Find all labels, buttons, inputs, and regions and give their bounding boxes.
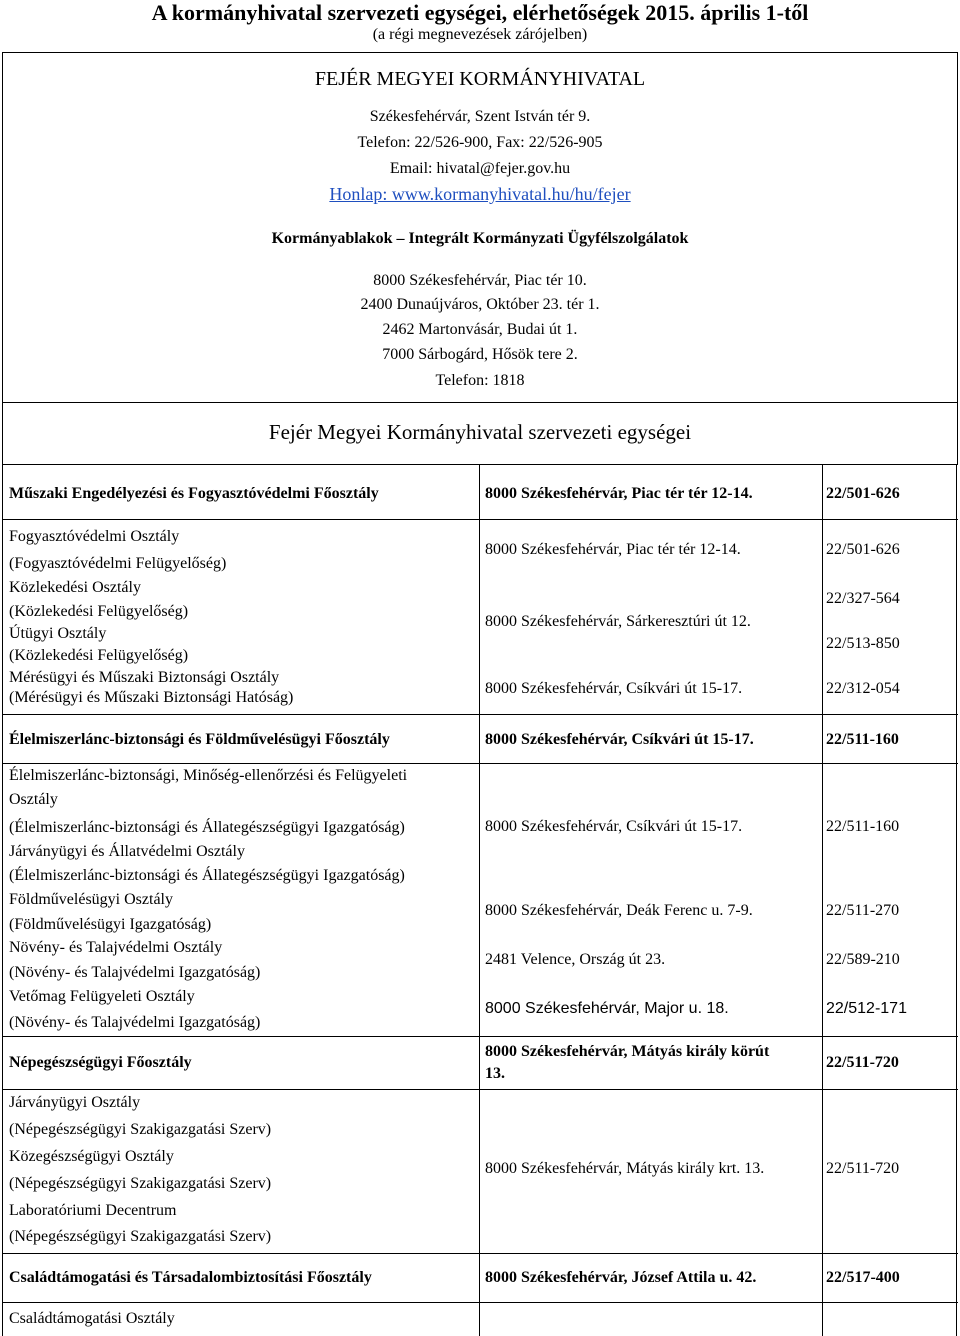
government-windows-heading: Kormányablakok – Integrált Kormányzati Ügyfélszolgálatok xyxy=(271,230,689,247)
unit-name: Növény- és Talajvédelmi Osztály xyxy=(9,939,223,956)
unit-name: Osztály xyxy=(9,791,58,808)
row-divider xyxy=(2,1089,958,1090)
unit-name: Útügyi Osztály xyxy=(9,625,107,642)
unit-address: 8000 Székesfehérvár, Deák Ferenc u. 7-9. xyxy=(485,902,753,919)
window-phone: Telefon: 1818 xyxy=(435,372,525,389)
unit-address: 8000 Székesfehérvár, Csíkvári út 15-17. xyxy=(485,818,743,835)
unit-name: Mérésügyi és Műszaki Biztonsági Osztály xyxy=(9,669,280,686)
unit-name: Laboratóriumi Decentrum xyxy=(9,1202,177,1219)
unit-name: Fogyasztóvédelmi Osztály xyxy=(9,528,180,545)
unit-name: Élelmiszerlánc-biztonsági, Minőség-ellenőrzési és Felügyeleti xyxy=(9,767,408,784)
agency-website-link[interactable]: Honlap: www.kormanyhivatal.hu/hu/fejer xyxy=(329,184,631,204)
window-address-3: 2462 Martonvásár, Budai út 1. xyxy=(382,321,578,338)
row-divider xyxy=(2,1302,958,1303)
unit-name: Vetőmag Felügyeleti Osztály xyxy=(9,988,195,1005)
department-address: 8000 Székesfehérvár, Mátyás király körút xyxy=(485,1043,770,1060)
unit-name: Családtámogatási Osztály xyxy=(9,1310,175,1327)
unit-old-name: (Népegészségügyi Szakigazgatási Szerv) xyxy=(9,1228,272,1245)
unit-phone: 22/511-160 xyxy=(826,818,900,835)
unit-address: 8000 Székesfehérvár, Mátyás király krt. 13. xyxy=(485,1160,765,1177)
document-title: A kormányhivatal szervezeti egységei, elérhetőségek 2015. április 1-től xyxy=(151,0,809,25)
unit-phone: 22/512-171 xyxy=(826,1000,907,1017)
unit-name: Járványügyi és Állatvédelmi Osztály xyxy=(9,843,245,860)
unit-old-name: (Fogyasztóvédelmi Felügyelőség) xyxy=(9,555,227,572)
unit-old-name: (Mérésügyi és Műszaki Biztonsági Hatóság) xyxy=(9,689,294,706)
department-phone: 22/501-626 xyxy=(826,485,900,502)
unit-address: 8000 Székesfehérvár, Major u. 18. xyxy=(485,1000,729,1017)
unit-name: Járványügyi Osztály xyxy=(9,1094,141,1111)
agency-address: Székesfehérvár, Szent István tér 9. xyxy=(369,108,591,125)
unit-phone: 22/501-626 xyxy=(826,541,900,558)
row-divider xyxy=(2,1036,958,1037)
unit-name: Közegészségügyi Osztály xyxy=(9,1148,174,1165)
row-divider xyxy=(2,714,958,715)
agency-name: FEJÉR MEGYEI KORMÁNYHIVATAL xyxy=(314,68,646,90)
document-subtitle: (a régi megnevezések zárójelben) xyxy=(372,26,588,43)
unit-phone: 22/327-564 xyxy=(826,590,900,607)
unit-phone: 22/589-210 xyxy=(826,951,900,968)
unit-old-name: (Közlekedési Felügyelőség) xyxy=(9,647,189,664)
unit-phone: 22/511-720 xyxy=(826,1160,900,1177)
department-phone: 22/511-720 xyxy=(826,1054,899,1071)
row-divider xyxy=(2,1253,958,1254)
unit-phone: 22/513-850 xyxy=(826,635,900,652)
divider xyxy=(2,402,958,403)
window-address-1: 8000 Székesfehérvár, Piac tér 10. xyxy=(373,272,587,289)
department-address: 8000 Székesfehérvár, József Attila u. 42. xyxy=(485,1269,757,1286)
unit-address: 8000 Székesfehérvár, Csíkvári út 15-17. xyxy=(485,680,743,697)
table-border xyxy=(2,464,3,1336)
unit-old-name: (Élelmiszerlánc-biztonsági és Állategészségügyi Igazgatóság) xyxy=(9,819,405,836)
department-name: Műszaki Engedélyezési és Fogyasztóvédelmi Főosztály xyxy=(9,485,379,502)
department-address: 13. xyxy=(485,1065,505,1082)
unit-old-name: (Népegészségügyi Szakigazgatási Szerv) xyxy=(9,1121,272,1138)
unit-address: 2481 Velence, Ország út 23. xyxy=(485,951,666,968)
unit-phone: 22/511-270 xyxy=(826,902,900,919)
unit-name: Földművelésügyi Osztály xyxy=(9,891,173,908)
unit-old-name: (Növény- és Talajvédelmi Igazgatóság) xyxy=(9,1014,261,1031)
unit-old-name: (Élelmiszerlánc-biztonsági és Állategészségügyi Igazgatóság) xyxy=(9,867,405,884)
unit-old-name: (Földművelésügyi Igazgatóság) xyxy=(9,916,212,933)
department-phone: 22/517-400 xyxy=(826,1269,900,1286)
department-address: 8000 Székesfehérvár, Csíkvári út 15-17. xyxy=(485,731,754,748)
row-divider xyxy=(2,763,958,764)
units-heading: Fejér Megyei Kormányhivatal szervezeti egységei xyxy=(268,420,692,444)
window-address-2: 2400 Dunaújváros, Október 23. tér 1. xyxy=(360,296,600,313)
column-divider xyxy=(479,464,480,1336)
unit-old-name: (Növény- és Talajvédelmi Igazgatóság) xyxy=(9,964,261,981)
unit-old-name: (Közlekedési Felügyelőség) xyxy=(9,603,189,620)
unit-address: 8000 Székesfehérvár, Piac tér tér 12-14. xyxy=(485,541,741,558)
table-border xyxy=(956,464,957,1336)
unit-address: 8000 Székesfehérvár, Sárkeresztúri út 12. xyxy=(485,613,751,630)
table-border xyxy=(2,464,958,465)
column-divider xyxy=(822,464,823,1336)
unit-phone: 22/312-054 xyxy=(826,680,900,697)
unit-name: Közlekedési Osztály xyxy=(9,579,141,596)
department-name: Népegészségügyi Főosztály xyxy=(9,1054,192,1071)
department-name: Élelmiszerlánc-biztonsági és Földművelésügyi Főosztály xyxy=(9,731,390,748)
row-divider xyxy=(2,519,958,520)
department-phone: 22/511-160 xyxy=(826,731,899,748)
agency-phone: Telefon: 22/526-900, Fax: 22/526-905 xyxy=(357,134,603,151)
agency-email: Email: hivatal@fejer.gov.hu xyxy=(389,160,571,177)
department-name: Családtámogatási és Társadalombiztosítási Főosztály xyxy=(9,1269,372,1286)
department-address: 8000 Székesfehérvár, Piac tér tér 12-14. xyxy=(485,485,753,502)
window-address-4: 7000 Sárbogárd, Hősök tere 2. xyxy=(382,346,578,363)
unit-old-name: (Népegészségügyi Szakigazgatási Szerv) xyxy=(9,1175,272,1192)
